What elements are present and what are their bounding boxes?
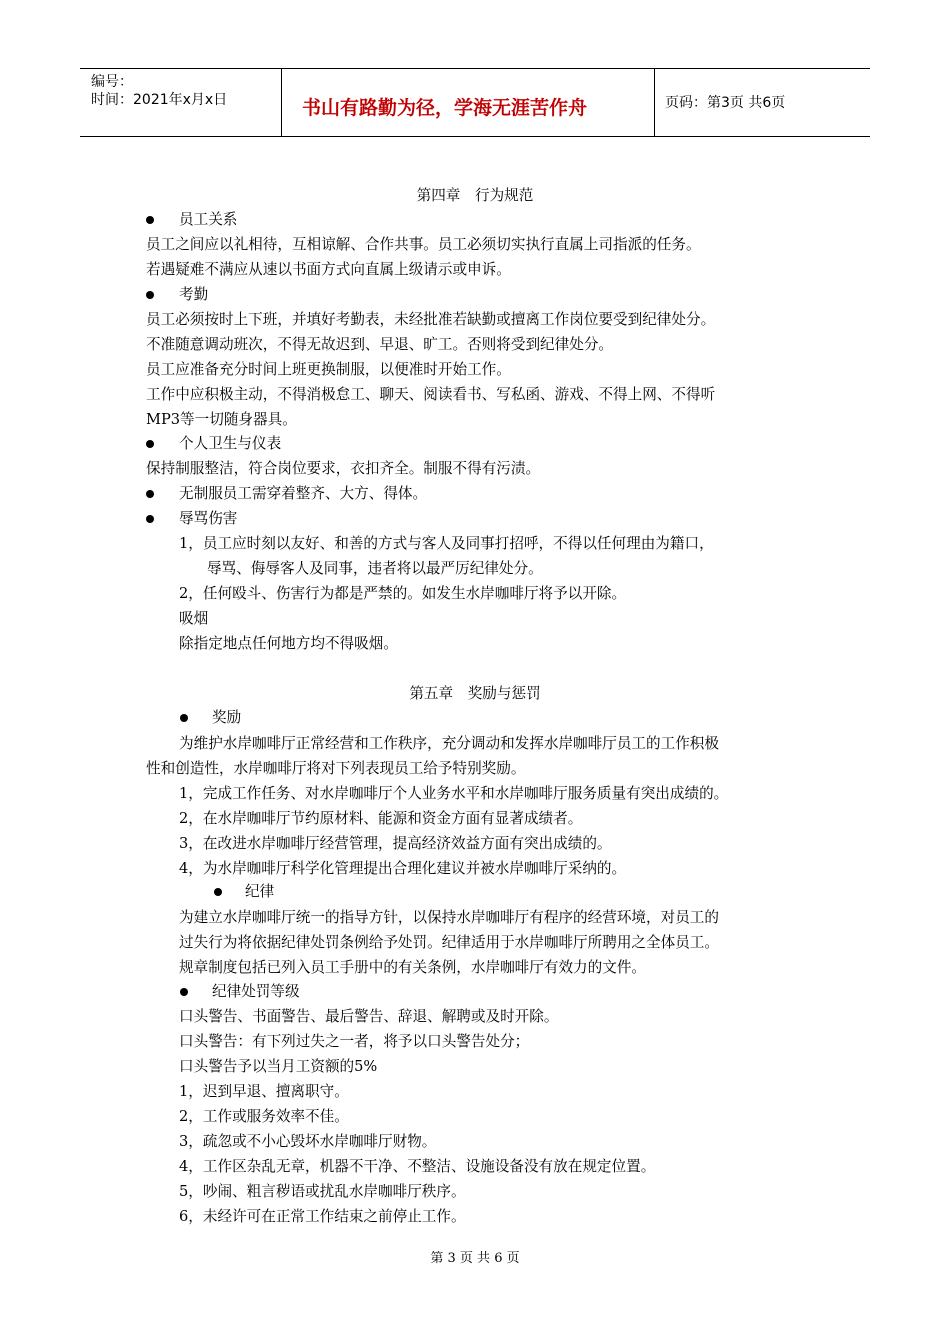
bullet-icon	[214, 888, 222, 896]
list-item: 2，工作或服务效率不佳。	[179, 1108, 349, 1125]
paragraph: 口头警告、书面警告、最后警告、辞退、解聘或及时开除。	[179, 1008, 559, 1025]
paragraph: 员工之间应以礼相待，互相谅解、合作共事。员工必须切实执行直属上司指派的任务。	[146, 236, 701, 253]
bullet-icon	[180, 714, 188, 722]
header-divider	[281, 69, 282, 136]
list-item: 2，在水岸咖啡厅节约原材料、能源和资金方面有显著成绩者。	[179, 810, 583, 827]
section-heading: 辱骂伤害	[179, 510, 238, 527]
bullet-icon	[146, 440, 154, 448]
chapter-4-title: 第四章 行为规范	[416, 187, 534, 204]
page-footer: 第 3 页 共 6 页	[430, 1251, 520, 1266]
list-item: 1，完成工作任务、对水岸咖啡厅个人业务水平和水岸咖啡厅服务质量有突出成绩的。	[179, 785, 729, 802]
list-item: 5，吵闹、粗言秽语或扰乱水岸咖啡厅秩序。	[179, 1183, 466, 1200]
section-heading: 奖励	[212, 709, 242, 726]
bullet-icon	[146, 490, 154, 498]
list-item: 4，工作区杂乱无章，机器不干净、不整洁、设施设备没有放在规定位置。	[179, 1158, 656, 1175]
section-heading: 个人卫生与仪表	[179, 435, 282, 452]
list-item: 1，迟到早退、擅离职守。	[179, 1083, 349, 1100]
bullet-icon	[180, 988, 188, 996]
section-heading: 纪律	[245, 883, 275, 900]
list-item: 1，员工应时刻以友好、和善的方式与客人及同事打招呼，不得以任何理由为籍口，	[179, 535, 714, 552]
paragraph: 口头警告：有下列过失之一者，将予以口头警告处分；	[179, 1033, 530, 1050]
section-heading: 吸烟	[179, 610, 209, 627]
page-header	[80, 68, 870, 137]
paragraph: 员工必须按时上下班，并填好考勤表，未经批准若缺勤或擅离工作岗位要受到纪律处分。	[146, 311, 716, 328]
paragraph: 性和创造性，水岸咖啡厅将对下列表现员工给予特别奖励。	[146, 760, 526, 777]
list-item: 6，未经许可在正常工作结束之前停止工作。	[179, 1208, 466, 1225]
document-date: 时间：2021年x月x日	[91, 92, 228, 108]
paragraph: 规章制度包括已列入员工手册中的有关条例，水岸咖啡厅有效力的文件。	[179, 959, 647, 976]
paragraph: 保持制服整洁，符合岗位要求，衣扣齐全。制服不得有污渍。	[146, 460, 541, 477]
header-motto: 书山有路勤为径，学海无涯苦作舟	[302, 97, 588, 119]
paragraph: 为维护水岸咖啡厅正常经营和工作秩序，充分调动和发挥水岸咖啡厅员工的工作积极	[179, 735, 719, 752]
list-item: 2，任何殴斗、伤害行为都是严禁的。如发生水岸咖啡厅将予以开除。	[179, 585, 627, 602]
paragraph: 工作中应积极主动，不得消极怠工、聊天、阅读看书、写私函、游戏、不得上网、不得听	[146, 386, 716, 403]
paragraph: 不准随意调动班次，不得无故迟到、早退、旷工。否则将受到纪律处分。	[146, 336, 614, 353]
paragraph: MP3等一切随身器具。	[146, 411, 297, 428]
section-heading: 员工关系	[179, 211, 238, 228]
paragraph: 为建立水岸咖啡厅统一的指导方针，以保持水岸咖啡厅有程序的经营环境，对员工的	[179, 909, 719, 926]
paragraph: 口头警告予以当月工资额的5%	[179, 1058, 378, 1075]
section-heading: 考勤	[179, 286, 209, 303]
document-number-label: 编号：	[91, 74, 133, 90]
list-item: 4，为水岸咖啡厅科学化管理提出合理化建议并被水岸咖啡厅采纳的。	[179, 860, 627, 877]
section-heading: 纪律处罚等级	[212, 983, 300, 1000]
bullet-icon	[146, 515, 154, 523]
list-item: 3，在改进水岸咖啡厅经营管理，提高经济效益方面有突出成绩的。	[179, 835, 612, 852]
paragraph: 除指定地点任何地方均不得吸烟。	[179, 635, 398, 652]
paragraph: 过失行为将依据纪律处罚条例给予处罚。纪律适用于水岸咖啡厅所聘用之全体员工。	[179, 934, 719, 951]
header-page-code: 页码：第3页 共6页	[665, 95, 786, 111]
paragraph: 员工应准备充分时间上班更换制服，以便准时开始工作。	[146, 361, 511, 378]
bullet-icon	[146, 216, 154, 224]
bullet-icon	[146, 291, 154, 299]
paragraph: 若遇疑难不满应从速以书面方式向直属上级请示或申诉。	[146, 261, 511, 278]
header-divider	[654, 69, 655, 136]
list-item-continuation: 辱骂、侮辱客人及同事，违者将以最严厉纪律处分。	[207, 560, 543, 577]
chapter-5-title: 第五章 奖励与惩罚	[409, 685, 541, 702]
section-heading: 无制服员工需穿着整齐、大方、得体。	[179, 485, 428, 502]
list-item: 3，疏忽或不小心毁坏水岸咖啡厅财物。	[179, 1133, 437, 1150]
